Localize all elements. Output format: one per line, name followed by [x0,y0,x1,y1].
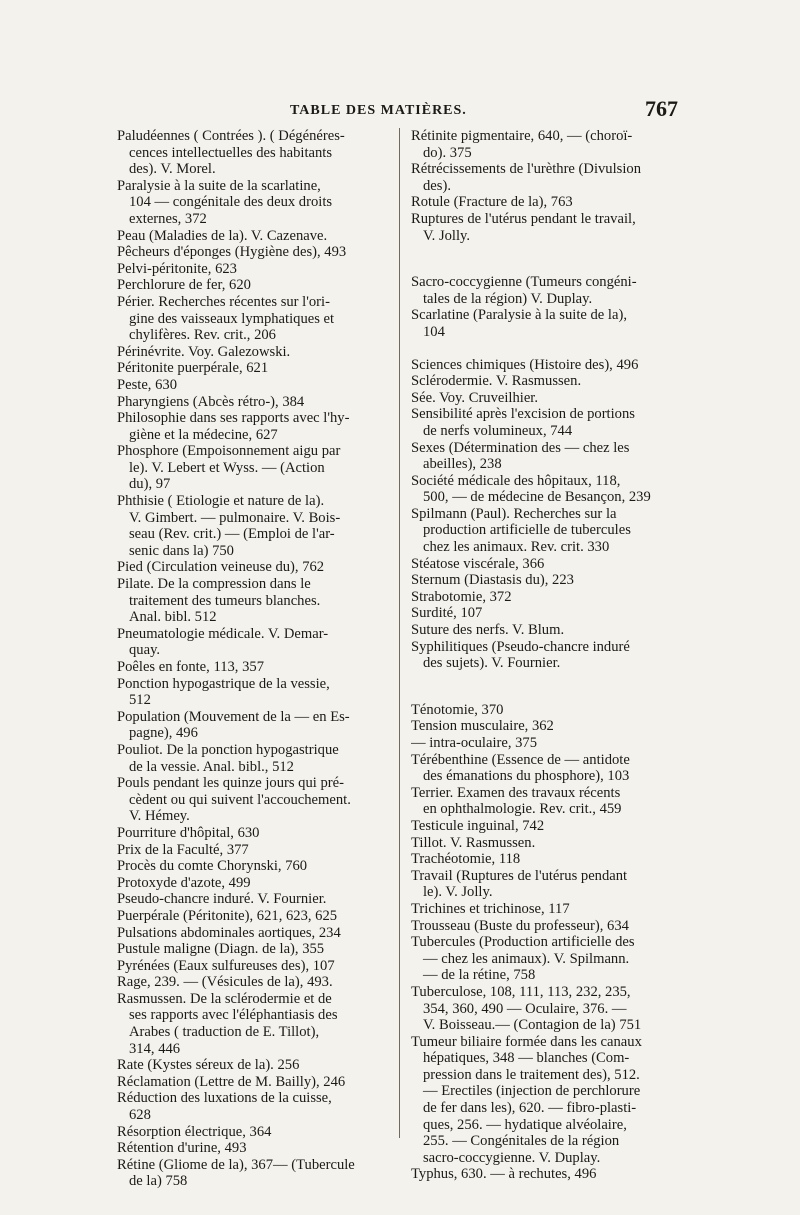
entry-continuation-line: — de la rétine, 758 [423,967,536,984]
entry-line: Pulsations abdominales aortiques, 234 [117,924,341,941]
entry-continuation-line: traitement des tumeurs blanches. [129,592,321,609]
entry-line: Phthisie ( Etiologie et nature de la). [117,493,325,510]
entry-continuation-line: du), 97 [129,476,171,493]
entry-continuation-line: de la) 758 [129,1173,188,1190]
column-divider [399,128,400,1138]
index-entry [411,835,683,852]
entry-line: Pustule maligne (Diagn. de la), 355 [117,941,325,958]
entry-continuation-line: cences intellectuelles des habitants [129,144,333,161]
entry-continuation-line: gine des vaisseaux lymphatiques et [129,310,335,327]
index-entry [411,572,683,589]
entry-line: Sexes (Détermination des — chez les [411,439,630,456]
index-entry [117,360,395,377]
index-entry [411,702,683,719]
index-entry [411,818,683,835]
entry-continuation-line: de la vessie. Anal. bibl., 512 [129,758,294,775]
index-entry [117,178,395,228]
entry-line: Rotule (Fracture de la), 763 [411,194,573,211]
index-entry [411,851,683,868]
index-entry [117,659,395,676]
index-entry [117,842,395,859]
index-entry [117,1090,395,1123]
entry-continuation-line: cèdent ou qui suivent l'accouchement. [129,791,351,808]
entry-continuation-line: chez les animaux. Rev. crit. 330 [423,539,610,556]
entry-continuation-line: 354, 360, 490 — Oculaire, 376. — [423,1000,627,1017]
entry-line: Sclérodermie. V. Rasmussen. [411,373,582,390]
entry-line: Philosophie dans ses rapports avec l'hy- [117,410,350,427]
entry-line: Trachéotomie, 118 [411,851,521,868]
entry-continuation-line: externes, 372 [129,210,207,227]
entry-continuation-line: 255. — Congénitales de la région [423,1133,620,1150]
index-entry [117,858,395,875]
entry-line: Ténotomie, 370 [411,701,504,718]
entry-line: Pseudo-chancre induré. V. Fournier. [117,891,327,908]
entry-continuation-line: des émanations du phosphore), 103 [423,768,630,785]
entry-continuation-line: — chez les animaux). V. Spilmann. [423,950,630,967]
entry-line: Trousseau (Buste du professeur), 634 [411,917,629,934]
entry-line: Population (Mouvement de la — en Es- [117,708,350,725]
entry-line: Stéatose viscérale, 366 [411,555,545,572]
entry-continuation-line: 104 [423,323,445,340]
index-entry [117,974,395,991]
entry-continuation-line: production artificielle de tubercules [423,522,631,539]
index-entry [411,307,683,340]
entry-continuation-line: V. Hémey. [129,808,190,825]
index-entry [117,925,395,942]
entry-line: Rétine (Gliome de la), 367— (Tubercule [117,1156,355,1173]
index-entry [117,410,395,443]
entry-line: Pied (Circulation veineuse du), 762 [117,559,325,576]
entry-line: Rage, 239. — (Vésicules de la), 493. [117,974,333,991]
entry-line: Terrier. Examen des travaux récents [411,784,621,801]
index-entry [411,390,683,407]
entry-continuation-line: tales de la région) V. Duplay. [423,290,593,307]
index-entry [117,958,395,975]
index-entry [411,639,683,672]
index-entry [117,1074,395,1091]
entry-continuation-line: de nerfs volumineux, 744 [423,422,573,439]
entry-continuation-line: 512 [129,692,151,709]
entry-line: Ponction hypogastrique de la vessie, [117,675,330,692]
entry-continuation-line: en ophthalmologie. Rev. crit., 459 [423,801,622,818]
index-entry [117,676,395,709]
index-entry [117,443,395,493]
index-entry [411,984,683,1034]
index-entry [117,394,395,411]
index-entry [411,556,683,573]
index-entry [117,875,395,892]
index-entry [411,406,683,439]
index-entry [117,709,395,742]
index-entry [411,473,683,506]
index-entry [411,735,683,752]
entry-line: Paralysie à la suite de la scarlatine, [117,177,321,194]
entry-line: Peau (Maladies de la). V. Cazenave. [117,227,328,244]
index-entry [117,626,395,659]
entry-line: Suture des nerfs. V. Blum. [411,622,565,639]
index-entry [411,718,683,735]
entry-line: Peste, 630 [117,376,177,393]
entry-line: Spilmann (Paul). Recherches sur la [411,505,617,522]
index-entry [411,785,683,818]
entry-line: Rasmussen. De la sclérodermie et de [117,990,332,1007]
entry-line: Périnévrite. Voy. Galezowski. [117,343,291,360]
right-index-column [411,128,683,1183]
entry-line: Rétrécissements de l'urèthre (Divulsion [411,161,641,178]
index-entry [117,344,395,361]
entry-line: Pouls pendant les quinze jours qui pré- [117,775,344,792]
entry-line: Tubercules (Production artificielle des [411,934,635,951]
entry-continuation-line: sacro-coccygienne. V. Duplay. [423,1149,601,1166]
entry-line: Pêcheurs d'éponges (Hygiène des), 493 [117,244,347,261]
entry-continuation-line: giène et la médecine, 627 [129,426,278,443]
index-entry [117,559,395,576]
entry-line: Sternum (Diastasis du), 223 [411,572,574,589]
entry-line: Trichines et trichinose, 117 [411,900,570,917]
entry-continuation-line: ses rapports avec l'éléphantiasis des [129,1007,338,1024]
entry-line: Péritonite puerpérale, 621 [117,360,269,377]
entry-line: Ruptures de l'utérus pendant le travail, [411,210,636,227]
running-header: TABLE DES MATIÈRES. [290,103,467,118]
index-entry [117,377,395,394]
index-entry [117,294,395,344]
entry-continuation-line: des). V. Morel. [129,161,216,178]
index-entry [411,128,683,161]
entry-line: Surdité, 107 [411,605,483,622]
entry-line: Sée. Voy. Cruveilhier. [411,389,539,406]
index-entry [117,128,395,178]
entry-continuation-line: des). [423,177,451,194]
entry-continuation-line: le). V. Jolly. [423,884,493,901]
entry-line: Strabotomie, 372 [411,588,512,605]
index-entry [117,576,395,626]
index-entry [117,825,395,842]
entry-line: Pilate. De la compression dans le [117,576,311,593]
entry-continuation-line: do). 375 [423,144,472,161]
entry-line: Pharyngiens (Abcès rétro-), 384 [117,393,305,410]
entry-line: Rétention d'urine, 493 [117,1140,247,1157]
index-entry [117,244,395,261]
index-entry [117,493,395,559]
entry-line: Travail (Ruptures de l'utérus pendant [411,867,628,884]
entry-line: Testicule inguinal, 742 [411,817,545,834]
entry-line: — intra-oculaire, 375 [411,735,538,751]
index-entry [411,161,683,194]
entry-continuation-line: — Erectiles (injection de perchlorure [423,1083,641,1100]
index-entry [411,901,683,918]
entry-continuation-line: V. Gimbert. — pulmonaire. V. Bois- [129,509,341,526]
index-entry [411,605,683,622]
index-entry [411,1166,683,1183]
index-entry [117,1124,395,1141]
entry-continuation-line: de fer dans les), 620. — fibro-plasti- [423,1100,637,1117]
entry-line: Tension musculaire, 362 [411,718,554,735]
entry-line: Paludéennes ( Contrées ). ( Dégénéres- [117,128,345,144]
index-entry [411,440,683,473]
entry-line: Sensibilité après l'excision de portions [411,406,635,423]
entry-line: Rétinite pigmentaire, 640, — (choroï- [411,128,633,144]
index-entry [411,194,683,211]
entry-continuation-line: ques, 256. — hydatique alvéolaire, [423,1116,627,1133]
index-entry [411,211,683,244]
index-entry [411,373,683,390]
entry-line: Tumeur biliaire formée dans les canaux [411,1033,642,1050]
index-entry [117,228,395,245]
index-entry [117,277,395,294]
index-entry [411,274,683,307]
entry-continuation-line: le). V. Lebert et Wyss. — (Action [129,459,325,476]
entry-line: Térébenthine (Essence de — antidote [411,751,630,768]
entry-line: Poêles en fonte, 113, 357 [117,659,264,675]
entry-line: Puerpérale (Péritonite), 621, 623, 625 [117,907,338,924]
entry-line: Réduction des luxations de la cuisse, [117,1090,332,1107]
index-entry [117,891,395,908]
index-entry [411,622,683,639]
entry-continuation-line: des sujets). V. Fournier. [423,655,561,672]
entry-continuation-line: V. Boisseau.— (Contagion de la) 751 [423,1017,642,1034]
index-entry [117,1057,395,1074]
index-entry [117,1157,395,1190]
entry-continuation-line: V. Jolly. [423,227,471,244]
index-entry [411,589,683,606]
entry-continuation-line: Arabes ( traduction de E. Tillot), [129,1024,320,1041]
entry-continuation-line: senic dans la) 750 [129,542,234,559]
index-entry [117,742,395,775]
entry-line: Tuberculose, 108, 111, 113, 232, 235, [411,983,631,1000]
entry-line: Pelvi-péritonite, 623 [117,260,237,277]
index-entry [411,506,683,556]
entry-continuation-line: 628 [129,1107,151,1124]
entry-line: Sciences chimiques (Histoire des), 496 [411,356,639,373]
entry-line: Société médicale des hôpitaux, 118, [411,472,621,489]
entry-line: Typhus, 630. — à rechutes, 496 [411,1166,597,1183]
entry-line: Phosphore (Empoisonnement aigu par [117,443,341,460]
left-index-column [117,128,395,1190]
entry-line: Résorption électrique, 364 [117,1123,272,1140]
entry-continuation-line: 314, 446 [129,1040,181,1057]
entry-line: Scarlatine (Paralysie à la suite de la), [411,307,627,324]
entry-continuation-line: 104 — congénitale des deux droits [129,194,333,211]
entry-line: Pyrénées (Eaux sulfureuses des), 107 [117,957,335,974]
entry-continuation-line: hépatiques, 348 — blanches (Com- [423,1050,630,1067]
index-entry [411,868,683,901]
entry-line: Pneumatologie médicale. V. Demar- [117,625,329,642]
index-entry [411,918,683,935]
entry-line: Protoxyde d'azote, 499 [117,874,251,891]
entry-line: Tillot. V. Rasmussen. [411,834,536,851]
entry-line: Syphilitiques (Pseudo-chancre induré [411,638,630,655]
entry-line: Procès du comte Chorynski, 760 [117,858,308,875]
index-entry [411,934,683,984]
entry-line: Perchlorure de fer, 620 [117,277,251,294]
index-entry [117,941,395,958]
entry-line: Pourriture d'hôpital, 630 [117,824,260,841]
entry-continuation-line: pagne), 496 [129,725,198,742]
entry-line: Pouliot. De la ponction hypogastrique [117,741,339,758]
entry-continuation-line: quay. [129,642,161,659]
index-entry [411,752,683,785]
entry-continuation-line: 500, — de médecine de Besançon, 239 [423,489,651,506]
entry-line: Périer. Recherches récentes sur l'ori- [117,293,330,310]
entry-line: Réclamation (Lettre de M. Bailly), 246 [117,1073,346,1090]
entry-continuation-line: pression dans le traitement des), 512. [423,1066,640,1083]
entry-continuation-line: seau (Rev. crit.) — (Emploi de l'ar- [129,526,335,543]
index-entry [117,261,395,278]
entry-continuation-line: Anal. bibl. 512 [129,609,217,626]
index-entry [117,775,395,825]
index-entry [411,357,683,374]
index-entry [411,1034,683,1167]
entry-continuation-line: abeilles), 238 [423,456,502,473]
page-number: 767 [645,96,678,121]
index-entry [117,1140,395,1157]
entry-continuation-line: chylifères. Rev. crit., 206 [129,327,276,344]
entry-line: Prix de la Faculté, 377 [117,841,249,858]
index-entry [117,991,395,1057]
entry-line: Rate (Kystes séreux de la). 256 [117,1057,300,1074]
index-entry [117,908,395,925]
entry-line: Sacro-coccygienne (Tumeurs congéni- [411,274,637,291]
